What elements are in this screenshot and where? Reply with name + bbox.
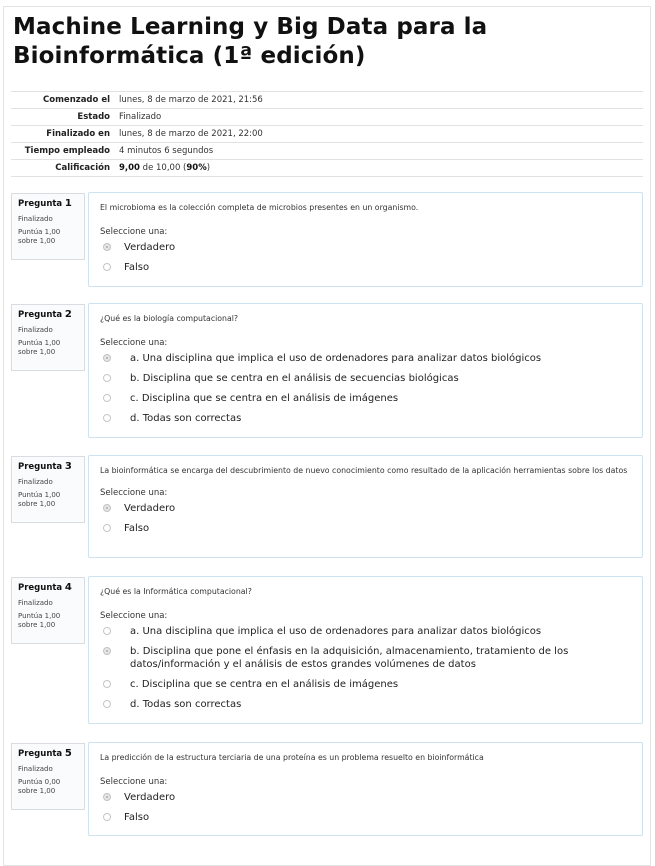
answer-label: d. Todas son correctas [130,699,242,710]
answer-prompt: Seleccione una: [100,611,168,621]
question-label: Pregunta [18,199,63,209]
question-label: Pregunta [18,310,63,320]
answer-label: b. Disciplina que pone el énfasis en la adquisición, almacenamiento, tratamiento de los datos/información y el análisis de estos grandes volúmenes de datos [130,646,569,670]
radio-button[interactable] [103,680,111,688]
question-content-1 [88,192,643,287]
radio-button[interactable] [103,524,111,532]
answer-label: Falso [124,523,150,534]
question-state: Finalizado [18,598,53,607]
summary-label: Finalizado en [46,129,110,139]
question-text: ¿Qué es la biología computacional? [100,314,239,323]
question-info-5 [11,743,85,810]
question-text: La bioinformática se encarga del descubrimiento de nuevo conocimiento como resultado de la aplicación herramientas sobre los datos [100,466,628,475]
page-title: Machine Learning y Big Data para la Bioinformática (1ª edición) [13,14,488,69]
question-text: La predicción de la estructura terciaria de una proteína es un problema resuelto en bioinformática [100,753,484,762]
radio-button-selected[interactable] [103,243,111,251]
answer-label: a. Una disciplina que implica el uso de ordenadores para analizar datos biológicos [130,626,542,637]
answer-label: b. Disciplina que se centra en el análisis de secuencias biológicas [130,373,459,384]
question-mark: Puntúa 1,00 [18,612,61,621]
summary-value: lunes, 8 de marzo de 2021, 21:56 [119,95,263,105]
summary-value: lunes, 8 de marzo de 2021, 22:00 [119,129,263,139]
question-text: El microbioma es la colección completa de microbios presentes en un organismo. [100,203,419,212]
answer-option-a[interactable] [100,350,630,370]
question-max-mark: sobre 1,00 [18,237,56,245]
answer-prompt: Seleccione una: [100,227,168,237]
question-max-mark: sobre 1,00 [18,787,56,795]
answer-options [100,623,630,716]
answer-label: Verdadero [124,792,176,803]
summary-value: 4 minutos 6 segundos [119,146,214,156]
summary-row-state [11,109,643,126]
answer-prompt: Seleccione una: [100,488,168,498]
answer-option-b[interactable] [100,643,630,676]
answer-options [100,239,630,279]
answer-label: Verdadero [124,503,176,514]
answer-label: a. Una disciplina que implica el uso de ordenadores para analizar datos biológicos [130,353,542,364]
answer-option-b[interactable] [100,370,630,390]
radio-button[interactable] [103,374,111,382]
radio-button-selected[interactable] [103,647,111,655]
answer-option-c[interactable] [100,390,630,410]
question-number: 3 [64,461,72,472]
question-number: 2 [64,309,72,320]
question-number: 5 [64,748,72,759]
answer-label: c. Disciplina que se centra en el análisis de imágenes [130,679,399,690]
summary-label: Tiempo empleado [24,146,110,156]
summary-label: Estado [77,112,110,122]
question-number: 4 [64,582,72,593]
answer-option-c[interactable] [100,676,630,696]
question-max-mark: sobre 1,00 [18,500,56,508]
question-info-4 [11,577,85,644]
answer-option-false[interactable] [100,520,630,540]
question-mark: Puntúa 1,00 [18,228,61,237]
summary-row-finished [11,126,643,143]
summary-value: Finalizado [119,112,162,122]
radio-button[interactable] [103,627,111,635]
answer-option-d[interactable] [100,696,630,716]
answer-options [100,500,630,540]
question-label: Pregunta [18,462,63,472]
summary-row-grade [11,160,643,177]
answer-option-true[interactable] [100,239,630,259]
question-label: Pregunta [18,749,63,759]
grade-out-of: de 10,00 ( [139,163,187,173]
radio-button-selected[interactable] [103,504,111,512]
question-info-1 [11,193,85,260]
answer-options [100,350,630,430]
question-content-2 [88,303,643,438]
answer-prompt: Seleccione una: [100,777,168,787]
summary-label: Calificación [55,163,110,173]
question-state: Finalizado [18,764,53,773]
question-state: Finalizado [18,214,53,223]
radio-button-selected[interactable] [103,354,111,362]
radio-button-selected[interactable] [103,793,111,801]
answer-option-d[interactable] [100,410,630,430]
answer-prompt: Seleccione una: [100,338,168,348]
answer-options [100,789,630,829]
question-mark: Puntúa 1,00 [18,339,61,348]
answer-option-true[interactable] [100,500,630,520]
radio-button[interactable] [103,700,111,708]
question-text: ¿Qué es la Informática computacional? [100,587,252,596]
grade-percent: 90% [186,163,207,173]
radio-button[interactable] [103,394,111,402]
question-info-2 [11,304,85,371]
summary-row-started [11,92,643,109]
radio-button[interactable] [103,414,111,422]
question-number: 1 [64,198,72,209]
question-state: Finalizado [18,477,53,486]
answer-label: c. Disciplina que se centra en el análisis de imágenes [130,393,399,404]
question-state: Finalizado [18,325,53,334]
answer-option-false[interactable] [100,809,630,829]
question-max-mark: sobre 1,00 [18,621,56,629]
summary-label: Comenzado el [43,95,110,105]
grade-value [115,160,643,177]
answer-label: Verdadero [124,242,176,253]
question-mark: Puntúa 1,00 [18,491,61,500]
answer-label: Falso [124,812,150,823]
grade-close: ) [206,163,211,173]
answer-label: Falso [124,262,150,273]
question-info-3 [11,456,85,523]
radio-button[interactable] [103,263,111,271]
answer-option-true[interactable] [100,789,630,809]
answer-label: d. Todas son correctas [130,413,242,424]
question-max-mark: sobre 1,00 [18,348,56,356]
question-content-5 [88,742,643,836]
answer-option-false[interactable] [100,259,630,279]
summary-row-time-taken [11,143,643,160]
answer-option-a[interactable] [100,623,630,643]
question-content-4 [88,576,643,724]
question-content-3 [88,455,643,558]
attempt-summary-table [11,91,643,177]
question-mark: Puntúa 0,00 [18,778,61,787]
grade-score: 9,00 [119,163,140,173]
radio-button[interactable] [103,813,111,821]
question-label: Pregunta [18,583,63,593]
